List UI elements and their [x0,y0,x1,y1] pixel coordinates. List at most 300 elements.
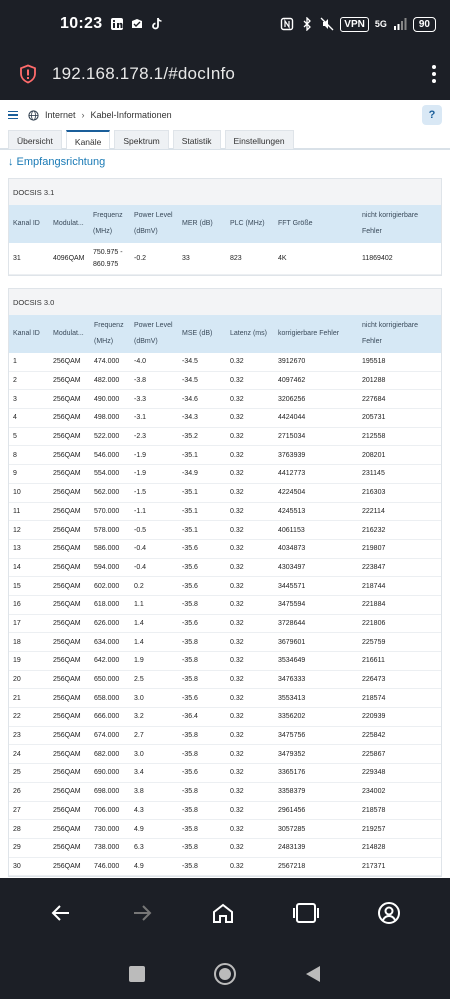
table-row [9,764,441,783]
breadcrumb-current: Kabel-Informationen [90,110,172,120]
tab-kanaele[interactable]: Kanäle [66,130,110,149]
table-cell: 3476333 [278,676,306,684]
table-cell: 256QAM [53,433,81,441]
table-cell: 27 [13,806,21,814]
table-cell: 225759 [362,638,386,646]
back-icon[interactable] [49,901,73,925]
table-cell: 256QAM [53,825,81,833]
table-cell: 256QAM [53,619,81,627]
table-cell: 0.32 [230,862,244,870]
section-title[interactable]: ↓ Empfangsrichtung [8,156,106,168]
table-cell: -35.8 [182,750,198,758]
table-cell: 4303497 [278,563,306,571]
table-row [9,446,441,465]
table-cell: 0.32 [230,713,244,721]
table-cell: -35.6 [182,619,198,627]
table-cell: 23 [13,732,21,740]
table-cell: 0.32 [230,582,244,590]
table-row [9,615,441,634]
battery-indicator: 90 [413,17,436,32]
table-cell: -34.9 [182,470,198,478]
table-cell: 17 [13,619,21,627]
table-cell: 256QAM [53,862,81,870]
table-cell: -1.9 [134,451,147,459]
table-cell: 0.32 [230,676,244,684]
table-cell: -0.2 [134,255,147,262]
table-cell: 0.32 [230,788,244,796]
table-cell: 231145 [362,470,385,478]
table-cell: 216611 [362,657,385,665]
table-cell: 21 [13,694,21,702]
table-row [9,521,441,540]
table-cell: 602.000 [94,582,120,590]
tab-einstellungen[interactable]: Einstellungen [225,130,294,149]
table-cell: -3.1 [134,414,147,422]
account-icon[interactable] [377,901,401,925]
docsis31-panel [8,178,442,276]
mute-icon [320,17,334,31]
table-cell: -3.3 [134,395,147,403]
table-cell: 3479352 [278,750,306,758]
table-cell: 256QAM [53,601,81,609]
table-cell: 256QAM [53,657,81,665]
table-cell: 0.32 [230,769,244,777]
table-cell: 19 [13,657,21,665]
table-cell: 1 [13,358,17,366]
docsis30-table-header [9,315,441,353]
docsis31-table-header [9,205,441,243]
table-row [9,353,441,372]
table-cell: 554.000 [94,470,120,478]
table-cell: -34.3 [182,414,198,422]
table-cell: 256QAM [53,844,81,852]
linkedin-icon [110,17,124,31]
table-cell: 730.000 [94,825,120,833]
table-cell: 256QAM [53,470,81,478]
table-row [9,559,441,578]
bluetooth-icon [300,17,314,31]
table-cell: 256QAM [53,414,81,422]
table-cell: -35.6 [182,694,198,702]
table-cell: 3.2 [134,713,144,721]
table-row [9,503,441,522]
table-cell: -35.1 [182,507,198,515]
table-cell: 3.4 [134,769,144,777]
table-cell: 2483139 [278,844,306,852]
table-cell: 8 [13,451,17,459]
table-cell: 24 [13,750,21,758]
table-row [9,839,441,858]
table-cell: 3 [13,395,17,403]
home-circle-icon[interactable] [213,962,237,986]
table-cell: 3912670 [278,358,306,366]
docsis31-table-body [9,243,441,275]
table-cell: 3553413 [278,694,306,702]
table-cell: -35.8 [182,788,198,796]
docsis30-table-body [9,353,441,876]
table-cell: 0.32 [230,377,244,385]
table-cell: 4224504 [278,489,306,497]
table-cell: 256QAM [53,358,81,366]
table-row [9,409,441,428]
table-cell: 205731 [362,414,386,422]
table-cell: 1.9 [134,657,144,665]
table-cell: 11869402 [362,255,393,262]
table-cell: -35.6 [182,563,198,571]
table-cell: 3475756 [278,732,306,740]
table-cell: 225842 [362,732,386,740]
table-row [9,820,441,839]
table-cell: 4097462 [278,377,306,385]
table-cell: -34.5 [182,377,198,385]
table-cell: 220939 [362,713,386,721]
web-page [0,100,450,878]
signal-icon [393,17,407,31]
table-cell: 4.3 [134,806,144,814]
table-cell: 1.1 [134,601,144,609]
table-cell: 474.000 [94,358,120,366]
table-cell: 3057285 [278,825,306,833]
column-header: Modulat... [53,330,84,337]
table-row [9,577,441,596]
table-cell: 3356202 [278,713,306,721]
table-cell: 256QAM [53,806,81,814]
table-cell: 594.000 [94,563,120,571]
table-cell: 618.000 [94,601,120,609]
table-cell: 212558 [362,433,386,441]
table-cell: 256QAM [53,377,81,385]
table-cell: 0.32 [230,825,244,833]
table-cell: 234002 [362,788,386,796]
table-cell: -35.1 [182,451,198,459]
forward-icon[interactable] [130,901,154,925]
table-row [9,745,441,764]
table-cell: 738.000 [94,844,120,852]
table-cell: 256QAM [53,582,81,590]
table-cell: 25 [13,769,21,777]
table-cell: 642.000 [94,657,120,665]
table-cell: 256QAM [53,545,81,553]
table-cell: 11 [13,507,21,515]
table-cell: 634.000 [94,638,120,646]
table-cell: 26 [13,788,21,796]
url-bar[interactable] [0,48,450,100]
table-cell: 3365176 [278,769,306,777]
table-cell: -35.8 [182,825,198,833]
table-cell: 0.32 [230,638,244,646]
table-cell: 218578 [362,806,386,814]
table-cell: 256QAM [53,713,81,721]
table-cell: 522.000 [94,433,120,441]
column-header: korrigierbare Fehler [278,330,340,337]
table-cell: -0.5 [134,526,147,534]
table-cell: 256QAM [53,638,81,646]
globe-icon [28,110,39,121]
tabs-icon[interactable] [292,901,320,925]
table-cell: 3.0 [134,750,144,758]
table-cell: -35.2 [182,433,198,441]
table-cell: 221884 [362,601,386,609]
table-cell: -35.1 [182,489,198,497]
table-cell: 20 [13,676,21,684]
table-row [9,484,441,503]
table-cell: 3445571 [278,582,306,590]
status-bar [0,0,450,48]
table-cell: 218574 [362,694,386,702]
table-row [9,671,441,690]
table-cell: 256QAM [53,395,81,403]
table-cell: 682.000 [94,750,120,758]
table-row [9,596,441,615]
column-header: nicht korrigierbare Fehler [362,322,419,345]
table-cell: 219807 [362,545,386,553]
table-cell: 4.9 [134,825,144,833]
column-header: Latenz (ms) [230,330,267,337]
table-cell: 0.32 [230,694,244,702]
table-cell: 223847 [362,563,386,571]
table-cell: 222114 [362,507,385,515]
table-cell: -0.4 [134,545,147,553]
column-header: Kanal ID [13,220,40,227]
table-cell: 216303 [362,489,386,497]
table-cell: 22 [13,713,21,721]
breadcrumb [28,110,172,121]
table-cell: 2715034 [278,433,306,441]
recents-icon[interactable] [128,965,146,983]
table-cell: 498.000 [94,414,120,422]
table-cell: 0.2 [134,582,144,590]
table-cell: 2567218 [278,862,306,870]
table-cell: 256QAM [53,694,81,702]
table-cell: -1.9 [134,470,147,478]
table-cell: 33 [182,255,190,262]
browser-menu-button[interactable] [432,65,436,83]
table-cell: -35.1 [182,526,198,534]
table-cell: 674.000 [94,732,120,740]
column-header: PLC (MHz) [230,220,265,227]
hamburger-menu-icon[interactable] [8,111,18,120]
table-cell: -35.6 [182,545,198,553]
table-cell: 227684 [362,395,386,403]
table-cell: 0.32 [230,619,244,627]
column-header: nicht korrigierbare Fehler [362,212,419,235]
table-cell: 658.000 [94,694,120,702]
table-cell: -34.6 [182,395,198,403]
column-header: Power Level (dBmV) [134,212,173,235]
table-cell: 0.32 [230,545,244,553]
table-row [9,633,441,652]
table-cell: 0.32 [230,451,244,459]
table-row [9,243,441,275]
system-navigation [0,948,450,999]
table-cell: -4.0 [134,358,147,366]
table-cell: -36.4 [182,713,198,721]
table-cell: 0.32 [230,414,244,422]
table-cell: 0.32 [230,601,244,609]
table-cell: 650.000 [94,676,120,684]
table-cell: 216232 [362,526,386,534]
table-cell: -35.8 [182,657,198,665]
table-cell: 0.32 [230,507,244,515]
breadcrumb-internet[interactable]: Internet [45,110,76,120]
table-cell: 256QAM [53,788,81,796]
table-cell: 3.8 [134,788,144,796]
table-cell: 256QAM [53,507,81,515]
table-cell: 823 [230,255,242,262]
table-cell: 214828 [362,844,386,852]
table-cell: 0.32 [230,806,244,814]
table-cell: 2.5 [134,676,144,684]
table-cell: -2.3 [134,433,147,441]
table-row [9,465,441,484]
tiktok-icon [150,17,164,31]
table-cell: -1.5 [134,489,147,497]
tab-uebersicht[interactable]: Übersicht [8,130,62,149]
mail-icon [130,17,144,31]
table-cell: 3.0 [134,694,144,702]
home-icon[interactable] [211,901,235,925]
table-cell: 690.000 [94,769,120,777]
table-cell: 3358379 [278,788,306,796]
table-row [9,708,441,727]
table-cell: 3475594 [278,601,306,609]
table-cell: 13 [13,545,21,553]
table-row [9,428,441,447]
table-cell: 221806 [362,619,386,627]
table-cell: 546.000 [94,451,120,459]
column-header: Kanal ID [13,330,40,337]
table-cell: 201288 [362,377,386,385]
table-cell: 586.000 [94,545,120,553]
column-header: MSE (dB) [182,330,213,337]
tab-bar [0,130,450,150]
table-cell: 14 [13,563,21,571]
table-cell: 0.32 [230,732,244,740]
help-button[interactable]: ? [422,105,442,125]
table-cell: -35.8 [182,732,198,740]
table-cell: 256QAM [53,563,81,571]
network-label: 5G [374,19,387,29]
column-header: Modulat... [53,220,84,227]
table-cell: 12 [13,526,21,534]
table-row [9,727,441,746]
table-cell: 256QAM [53,526,81,534]
table-row [9,390,441,409]
table-cell: 3206256 [278,395,306,403]
tab-spektrum[interactable]: Spektrum [114,130,168,149]
table-cell: 2961456 [278,806,306,814]
table-cell: 4034873 [278,545,306,553]
table-cell: 2.7 [134,732,144,740]
table-cell: 3728644 [278,619,306,627]
table-cell: 9 [13,470,17,478]
table-cell: 2 [13,377,17,385]
table-row [9,689,441,708]
table-row [9,783,441,802]
table-cell: 15 [13,582,21,590]
table-cell: 4.9 [134,862,144,870]
table-cell: 6.3 [134,844,144,852]
table-cell: 570.000 [94,507,120,515]
table-cell: 31 [13,255,21,262]
column-header: Frequenz (MHz) [94,322,124,345]
table-cell: -35.8 [182,862,198,870]
table-cell: 578.000 [94,526,120,534]
table-cell: 706.000 [94,806,120,814]
docsis30-title: DOCSIS 3.0 [9,289,441,315]
table-cell: 219257 [362,825,386,833]
table-cell: 256QAM [53,451,81,459]
url-text[interactable]: 192.168.178.1/#docInfo [52,64,236,83]
table-cell: 218744 [362,582,386,590]
table-cell: 4K [278,255,287,262]
back-triangle-icon[interactable] [304,965,322,983]
table-cell: -35.8 [182,638,198,646]
table-cell: 30 [13,862,21,870]
table-cell: 4245513 [278,507,306,515]
table-row [9,372,441,391]
tab-statistik[interactable]: Statistik [173,130,221,149]
table-cell: -35.6 [182,582,198,590]
chevron-right-icon: › [81,110,85,120]
table-cell: 626.000 [94,619,120,627]
table-cell: 256QAM [53,676,81,684]
table-cell: 229348 [362,769,386,777]
table-cell: 29 [13,844,21,852]
table-cell: 4 [13,414,17,422]
table-cell: 0.32 [230,489,244,497]
table-cell: -35.8 [182,806,198,814]
table-cell: 16 [13,601,21,609]
vpn-badge: VPN [340,17,369,32]
table-cell: 4412773 [278,470,306,478]
column-header: FFT Größe [278,220,313,227]
table-cell: 3763939 [278,451,306,459]
table-cell: -3.8 [134,377,147,385]
table-cell: -35.6 [182,769,198,777]
table-cell: 1.4 [134,638,144,646]
table-cell: 0.32 [230,657,244,665]
table-cell: 3534649 [278,657,306,665]
table-cell: 746.000 [94,862,120,870]
top-navigation [0,100,450,130]
column-header: Frequenz (MHz) [93,212,123,235]
column-header: MER (dB) [182,220,213,227]
table-cell: -0.4 [134,563,147,571]
table-cell: 18 [13,638,21,646]
table-cell: 750.975 - 860.975 [93,248,123,268]
warning-icon[interactable] [18,64,38,84]
table-row [9,802,441,821]
table-cell: 3679601 [278,638,306,646]
table-cell: 0.32 [230,433,244,441]
table-cell: 666.000 [94,713,120,721]
table-cell: 28 [13,825,21,833]
table-cell: 256QAM [53,769,81,777]
docsis31-title: DOCSIS 3.1 [9,179,441,205]
browser-bottom-nav [0,878,450,948]
table-cell: 4096QAM [53,255,85,262]
table-cell: 698.000 [94,788,120,796]
table-cell: 256QAM [53,732,81,740]
table-cell: 208201 [362,451,386,459]
table-cell: 0.32 [230,395,244,403]
table-cell: -35.8 [182,676,198,684]
table-cell: 4424044 [278,414,306,422]
table-cell: 4061153 [278,526,305,534]
table-cell: 0.32 [230,526,244,534]
status-time: 10:23 [60,15,103,32]
